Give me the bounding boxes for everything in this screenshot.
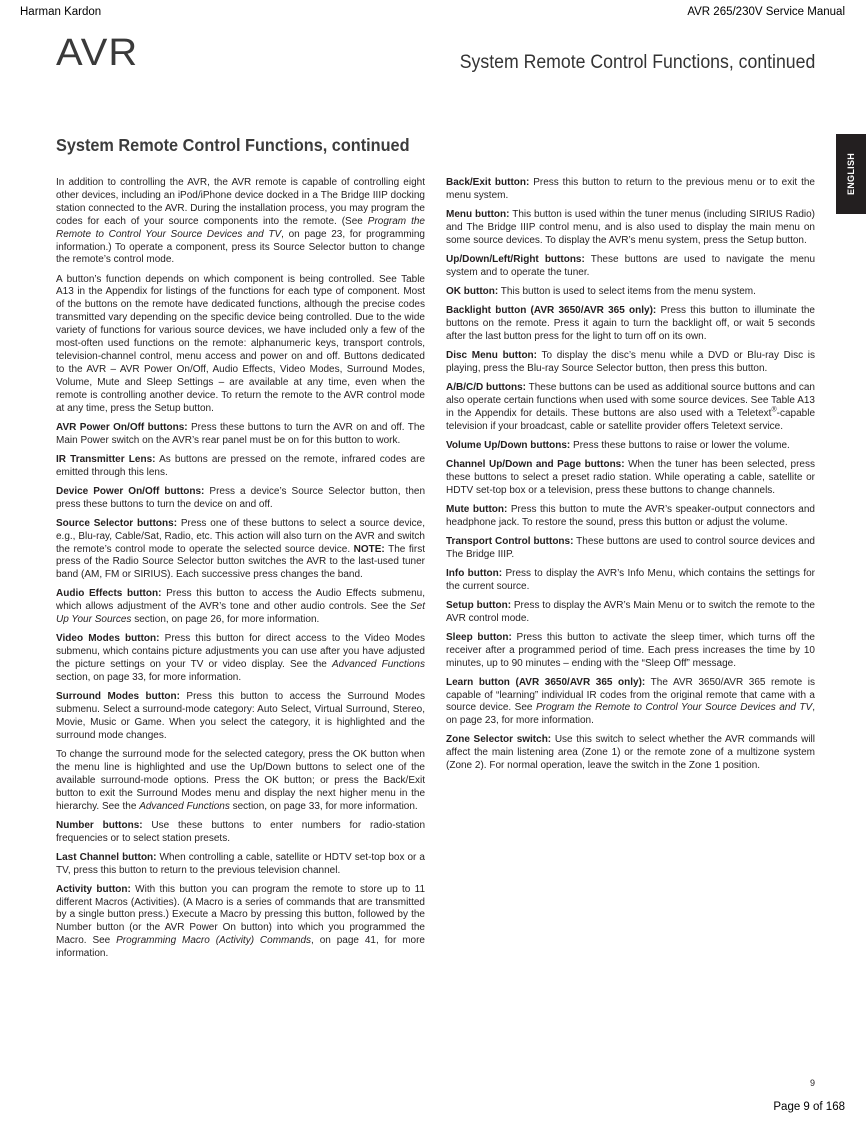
- paragraph-text: Press this button to access the Audio Effects submenu, which allows adjustment of the AVR’s tone and other audio controls. See the: [56, 588, 425, 613]
- paragraph: [446, 734, 815, 773]
- paragraph: [56, 852, 425, 878]
- paragraph-text: , on page 23, for programming information.) To operate a component, press its Source Selector button to change the remote’s control mode.: [56, 228, 425, 266]
- paragraph: [446, 677, 815, 729]
- paragraph: [56, 820, 425, 846]
- page-indicator: Page 9 of 168: [773, 1101, 845, 1113]
- paragraph-text: section, on page 33, for more information.: [56, 672, 242, 684]
- paragraph: [446, 632, 815, 671]
- paragraph-term: IR Transmitter Lens:: [56, 453, 156, 465]
- paragraph-term: Learn button (AVR 3650/AVR 365 only):: [446, 676, 646, 688]
- paragraph: [56, 884, 425, 961]
- paragraph-term: Activity button:: [56, 883, 131, 895]
- paragraph-term: Video Modes button:: [56, 633, 160, 645]
- paragraph: [56, 454, 425, 480]
- right-column: [446, 177, 815, 779]
- paragraph-text: These buttons are used to navigate the menu system and to operate the tuner.: [446, 253, 816, 278]
- paragraph-text: To display the disc’s menu while a DVD or Blu-ray Disc is playing, press the Blu-ray Source Selector button, then press this button.: [446, 349, 815, 374]
- paragraph-text: This button is used within the tuner menus (including SIRIUS Radio) and The Bridge IIIP control menu, and is also used to display the main menu on some source devices. To display the AVR’s menu system, press the Setup button.: [446, 209, 816, 246]
- paragraph-text: As buttons are pressed on the remote, infrared codes are emitted through this lens.: [56, 453, 425, 478]
- paragraph-text: With this button you can program the remote to store up to 11 different Macros (Activities). (A Macro is a series of commands that are transmitted by a single button press.) Execute a Macro by pressing this button, followed by the Number button (or the AVR Power On button) into which you programmed the Macro. See: [56, 883, 426, 947]
- paragraph-term: Audio Effects button:: [56, 588, 162, 600]
- left-column: [56, 177, 425, 967]
- paragraph-text: The AVR 3650/AVR 365 remote is capable of “learning” individual IR codes from the original remote that came with a source device. See: [446, 676, 815, 714]
- paragraph-term: NOTE:: [353, 543, 385, 555]
- paragraph: [446, 382, 815, 434]
- paragraph: [56, 749, 425, 814]
- avr-logo: AVR: [56, 32, 139, 74]
- paragraph-term: Setup button:: [446, 599, 512, 611]
- paragraph-term: Zone Selector switch:: [446, 734, 552, 746]
- paragraph-text: section, on page 33, for more information.: [229, 800, 418, 812]
- paragraph-term: Disc Menu button:: [446, 349, 537, 361]
- paragraph-term: Menu button:: [446, 209, 510, 220]
- paragraph: [446, 209, 815, 248]
- paragraph-text: When controlling a cable, satellite or HDTV set-top box or a TV, press this button to return to the previous television channel.: [56, 851, 425, 876]
- paragraph: [446, 568, 815, 594]
- paragraph-term: A/B/C/D buttons:: [446, 381, 526, 393]
- paragraph: [56, 177, 425, 267]
- paragraph: [446, 459, 815, 498]
- paragraph-text: Press this button to mute the AVR’s speaker-output connectors and headphone jack. To restore the sound, press this button or adjust the volume.: [446, 503, 815, 528]
- header-manual-title: AVR 265/230V Service Manual: [687, 6, 845, 18]
- paragraph-text: These buttons are used to control source devices and The Bridge IIIP.: [446, 535, 815, 560]
- paragraph: [56, 518, 425, 583]
- paragraph: [446, 536, 815, 562]
- paragraph-text: These buttons can be used as additional source buttons and can also operate certain functions when used with some source devices. See Table A13 in the Appendix for details. These buttons are also used with a Teletext: [446, 381, 815, 419]
- paragraph-text: To change the surround mode for the selected category, press the OK button when the menu line is highlighted and use the Up/Down buttons to select one of the available surround-mode options. Press the OK button; or press the Back/Exit button to exit the Surround Modes menu and display the next higher menu in the hierarchy. See the: [56, 748, 425, 812]
- paragraph-term: Device Power On/Off buttons:: [56, 485, 205, 497]
- paragraph: [446, 440, 815, 453]
- paragraph-text: Press this button to illuminate the buttons on the remote. Press it again to turn the backlight off, or wait 5 seconds after the last button press for the light to turn off on its own.: [446, 305, 815, 342]
- paragraph-term: Transport Control buttons:: [446, 535, 574, 547]
- paragraph: [56, 691, 425, 743]
- paragraph-text: Press a device’s Source Selector button, then press these buttons to turn the device on and off.: [56, 485, 426, 510]
- paragraph-reference: Program the Remote to Control Your Source Devices and TV: [535, 702, 813, 714]
- paragraph-text: This button is used to select items from the menu system.: [498, 285, 756, 297]
- paragraph-text: Press to display the AVR’s Main Menu or to switch the remote to the AVR control mode.: [446, 599, 815, 624]
- header-brand: Harman Kardon: [20, 6, 102, 18]
- paragraph-term: Last Channel button:: [56, 851, 157, 863]
- paragraph-term: Mute button:: [446, 503, 508, 515]
- paragraph-text: Press this button to activate the sleep timer, which turns off the receiver after a programmed period of time. Each press increases the time by 10 minutes, up to 90 minutes – ending with the “Sleep Off” message.: [446, 631, 815, 669]
- paragraph-term: AVR Power On/Off buttons:: [56, 421, 188, 433]
- paragraph-text: Use these buttons to enter numbers for radio-station frequencies or to select station presets.: [56, 819, 426, 844]
- paragraph-text: Press to display the AVR’s Info Menu, which contains the settings for the current source.: [446, 567, 815, 592]
- paragraph-reference: Programming Macro (Activity) Commands: [116, 935, 312, 947]
- paragraph: [56, 588, 425, 627]
- paragraph-text: , on page 23, for more information.: [446, 702, 815, 727]
- paragraph-text: A button’s function depends on which component is being controlled. See Table A13 in the Appendix for listings of the functions for each type of component. Most of the buttons on the remote have dedicated functions, although the precise codes transmitted vary depending on the specific device being controlled. Due to the wide variety of functions for various source devices, we have included only a few of the most-often used functions on the remote: alphanumeric keys, transport controls, television-channel control, menu access and power on and off. Buttons dedicated to the AVR – AVR Power On/Off, Audio Effects, Video Modes, Surround Modes, Volume, Mute and Sleep Settings – are available at any time, even when the remote is controlling another device. To return the remote to the AVR control mode at any time, press the Setup button.: [56, 273, 425, 414]
- paragraph-term: Up/Down/Left/Right buttons:: [446, 253, 585, 265]
- paragraph-term: Backlight button (AVR 3650/AVR 365 only):: [446, 305, 657, 316]
- paragraph-term: Info button:: [446, 567, 503, 579]
- paragraph-text: , on page 41, for more information.: [56, 935, 425, 960]
- paragraph-text: Press these buttons to turn the AVR on and off. The Main Power switch on the AVR’s rear panel must be on for this button to work.: [56, 421, 425, 446]
- paragraph-text: Press one of these buttons to select a source device, e.g., Blu-ray, Cable/Sat, Radio, etc. This action will also turn on the AVR and switch the remote’s control mode to operate the selected source device.: [56, 517, 426, 555]
- paragraph-term: Sleep button:: [446, 631, 512, 643]
- paragraph-reference: Set Up Your Sources: [56, 601, 425, 626]
- paragraph-text: section, on page 26, for more information.: [131, 614, 320, 626]
- paragraph: [446, 177, 815, 203]
- paragraph-term: OK button:: [446, 285, 499, 297]
- paragraph-text: Press these buttons to raise or lower the volume.: [570, 439, 790, 451]
- paragraph-term: Surround Modes button:: [56, 691, 180, 703]
- registered-mark: ®: [771, 406, 777, 414]
- paragraph-reference: Advanced Functions: [331, 659, 425, 671]
- paragraph-text: Press this button for direct access to the Video Modes submenu, which contains picture adjustments you can use after you have adjusted the picture settings on your TV or video display. See the: [56, 633, 425, 671]
- section-title: System Remote Control Functions, continued: [56, 135, 410, 155]
- paragraph: [56, 274, 425, 416]
- paragraph: [446, 504, 815, 530]
- paragraph: [446, 286, 815, 299]
- paragraph: [56, 486, 425, 512]
- page-subtitle: System Remote Control Functions, continued: [459, 52, 815, 73]
- paragraph: [446, 600, 815, 626]
- paragraph-term: Channel Up/Down and Page buttons:: [446, 458, 625, 470]
- paragraph: [56, 633, 425, 685]
- paragraph: [56, 422, 425, 448]
- paragraph-text: Use this switch to select whether the AVR commands will affect the main listening area (Zone 1) or the remote zone of a multizone system (Zone 2). For normal operation, leave the switch in the Zone 1 position.: [446, 734, 816, 772]
- language-tab: [836, 134, 866, 214]
- paragraph-text: In addition to controlling the AVR, the AVR remote is capable of controlling eight other devices, including an iPod/iPhone device docked in a The Bridge IIIP docking station connected to the AVR. During the installation process, you may program the codes for each of your source components into the remote. (See: [56, 177, 425, 227]
- paragraph-text: Press this button to return to the previous menu or to exit the menu system.: [446, 177, 815, 201]
- paragraph-term: Number buttons:: [56, 819, 143, 831]
- language-tab-label: ENGLISH: [846, 152, 856, 196]
- paragraph-reference: Advanced Functions: [139, 800, 230, 812]
- paragraph-text: -capable television if your broadcast, cable or satellite provider offers Teletext service.: [446, 407, 815, 432]
- page-number: 9: [809, 1078, 815, 1088]
- paragraph-text: When the tuner has been selected, press these buttons to select a preset radio station. While operating a cable, satellite or HDTV set-top box or a television, press these buttons to change channels.: [446, 458, 815, 496]
- paragraph-reference: Program the Remote to Control Your Source Devices and TV: [56, 215, 425, 240]
- paragraph-term: Volume Up/Down buttons:: [446, 439, 571, 451]
- paragraph-term: Source Selector buttons:: [56, 517, 178, 529]
- paragraph-text: Press this button to access the Surround Modes submenu. Select a surround-mode category: Auto Select, Virtual Surround, Stereo, Movie, Music or Game. When you select the category, it is highlighted and the surround mode changes.: [56, 691, 425, 741]
- paragraph: [446, 254, 815, 280]
- paragraph-text: The first press of the Radio Source Selector button switches the AVR to the last-used tuner band (AM, FM or SIRIUS). Each successive press changes the band.: [56, 543, 425, 581]
- paragraph: [446, 305, 815, 344]
- paragraph-term: Back/Exit button:: [446, 177, 530, 188]
- paragraph: [446, 350, 815, 376]
